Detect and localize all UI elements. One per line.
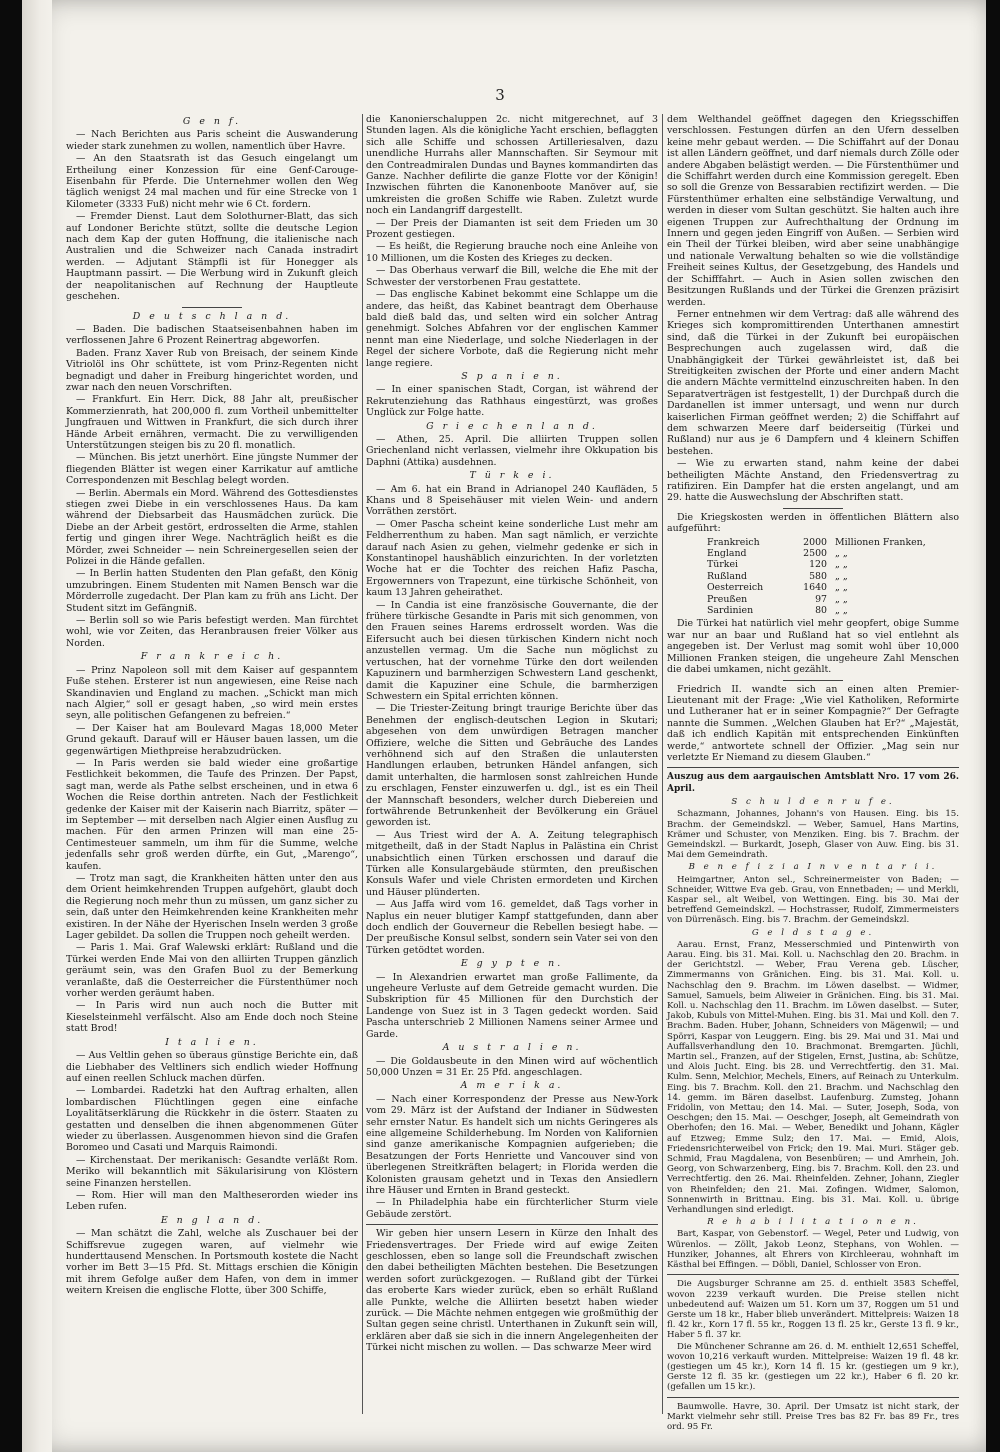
war-costs-table [707, 537, 959, 617]
column-1 [66, 114, 358, 1414]
section-heading-spanien: S p a n i e n. [461, 370, 563, 382]
war-cost-amount: 80 [815, 605, 827, 617]
column-3 [667, 114, 959, 1432]
section-divider [366, 1224, 658, 1225]
article-paragraph: — Nach Berichten aus Paris scheint die Auswanderung wieder stark zunehmen zu wollen, namentlich über Havre. [66, 129, 358, 152]
article-paragraph: — Das englische Kabinet bekommt eine Schlappe um die andere, das heißt, das Kabinet beantragt dem Oberhause bald dieß bald das, und selten wird ein solcher Antrag genehmigt. Solches Abfahren vor der englischen Kammer nennt man eine Niederlage, und solche Niederlagen in der Regel der sichere Vorbote, daß die Regierung nicht mehr lange regiere. [366, 289, 658, 369]
article-paragraph: — Berlin soll so wie Paris befestigt werden. Man fürchtet wohl, wie vor Zeiten, das Heranbrausen freier Völker aus Norden. [66, 615, 358, 649]
article-paragraph: Ferner entnehmen wir dem Vertrag: daß alle während des Krieges sich kompromittirenden Unterthanen amnestirt sind, daß die Türkei in der Zukunft bei europäischen Besprechungen auch zugelassen wird, daß die Unabhängigkeit der Türkei gewährleistet ist, daß bei Streitigkeiten zwischen der Pforte und einer andern Macht die andern Mächte vermittelnd einzuschreiten haben. In den Separatverträgen ist festgestellt, 1) der Durchpaß durch die Dardanellen ist immer untersagt, und wenn nur durch kaiserlichen Firman geöffnet werden; 2) die Schiffahrt auf dem schwarzen Meere darf beiderseitig (Türkei und Rußland) nur aus je 6 Dampfern und 4 kleinern Schiffen bestehen. [667, 308, 959, 457]
column-rule-1 [362, 114, 363, 1414]
article-paragraph: — Der Preis der Diamanten ist seit dem Frieden um 30 Prozent gestiegen. [366, 217, 658, 241]
war-cost-unit: „ „ [835, 582, 848, 594]
notice-paragraph: Bart, Kaspar, von Gebenstorf. — Wegel, Peter und Ludwig, von Würenlos. — Zöllt, Jakob Leonz, Stephans, von Wohlen. — Hunziker, Johannes, alt Ehrers von Kirchleerau, wohnhaft im Kästhal bei Effingen. — Döbli, Daniel, Schlosser von Eron. [667, 1229, 959, 1271]
section-divider [783, 508, 843, 509]
article-paragraph: — In Berlin hatten Studenten den Plan gefaßt, den König umzubringen. Einem Studenten mit Namen Bensch war die Mörderrolle zugedacht. Der Plan kam zu früh ans Licht. Der Student sitzt im Gefängniß. [66, 568, 358, 614]
subheading-schuldenrufe: S c h u l d e n r u f e. [731, 797, 895, 808]
war-cost-amount: 2000 [803, 536, 827, 548]
article-paragraph: — In Paris wird nun auch noch die Butter mit Kieselsteinmehl verfälscht. Also am Ende doch noch Steine statt Brod! [66, 1000, 358, 1035]
article-paragraph: — Das Oberhaus verwarf die Bill, welche die Ehe mit der Schwester der verstorbenen Frau gestattete. [366, 265, 658, 288]
war-cost-unit: „ „ [835, 605, 848, 617]
amtsblatt-title: Auszug aus dem aargauischen Amtsblatt Nro. 17 vom 26. April. [667, 772, 959, 794]
war-cost-country: Sardinien [707, 605, 754, 617]
subheading-rehabilitationen: R e h a b i l i t a t i o n e n. [707, 1217, 919, 1228]
war-cost-country: Türkei [707, 559, 738, 571]
article-paragraph: — In Alexandrien erwartet man große Fallimente, da ungeheure Verluste auf dem Getreide gemacht wurden. Die Subskription für 45 Millionen für den Durchstich der Landenge von Suez ist in 3 Tagen gedeckt worden. Said Pascha unterschrieb 2 Millionen Namens seiner Armee und Garde. [366, 971, 658, 1040]
section-divider [667, 767, 959, 768]
article-paragraph: — Man schätzt die Zahl, welche als Zuschauer bei der Schiffsrevue zugegen waren, auf vielmehr wie hunderttausend Menschen. In Portsmouth kostete die Nacht vorher im Bett 3—15 Pfd. St. Mittags erschien die Königin mit ihrem Gefolge außer dem Hafen, von dem in immer weitern Kreisen die englische Flotte, über 300 Schiffe, [66, 1228, 358, 1297]
war-cost-row [707, 582, 959, 593]
article-paragraph: Friedrich II. wandte sich an einen alten Premier-Lieutenant mit der Frage: „Wie viel Katholiken, Reformirte und Lutheraner hat er in seiner Kompagnie?“ Der Gefragte nannte die Summen. „Welchen Glauben hat Er?“ „Majestät, daß ich endlich Kapitän mit entsprechenden Einkünften werde,“ antwortete schnell der Offizier. „Mag sein nur verletzte Er Niemand zu diesem Glauben.“ [667, 683, 959, 763]
section-heading-griechenland: G r i e c h e n l a n d. [426, 420, 598, 432]
article-paragraph: — Baden. Die badischen Staatseisenbahnen haben im verflossenen Jahre 6 Prozent Reinertrag abgeworfen. [66, 323, 358, 347]
article-paragraph: — Fremder Dienst. Laut dem Solothurner-Blatt, das sich auf Londoner Berichte stützt, sollte die deutsche Legion nach dem Kap der guten Hoffnung, die italienische nach Australien und die Schweizer nach Canada instradirt werden. — Adjutant Stämpfli ist für Honegger als Hauptmann passirt. — Die Werbung wird in Zukunft gleich der neapolitanischen auf Rechnung der Hauptleute geschehen. [66, 211, 358, 303]
war-cost-row [707, 594, 959, 605]
page-number: 3 [495, 86, 505, 104]
article-paragraph: — In Paris werden sie bald wieder eine großartige Festlichkeit bekommen, die Taufe des Prinzen. Der Papst, sagt man, werde als Pathe selbst erscheinen, und in etwa 6 Wochen die Reise dorthin antreten. Nach der Festlichkeit gedenke der Kaiser mit der Kaiserin nach Biarritz, später — im September — mit derselben nach Algier einen Ausflug zu machen. Für den armen Prinzen will man eine 25-Centimesteuer sammeln, um ihm für die Summe, welche jedenfalls sehr groß werden dürfte, ein Gut, „Marengo“, kaufen. [66, 757, 358, 872]
article-paragraph: — München. Bis jetzt unerhört. Eine jüngste Nummer der fliegenden Blätter ist wegen einer Karrikatur auf amtliche Correspondenzen mit Beschlag belegt worden. [66, 452, 358, 487]
article-paragraph: — In Candia ist eine französische Gouvernante, die der frühere türkische Gesandte in Paris mit sich genommen, von den Frauen seines Harems erdrosselt worden. Was die Eifersucht auch bei diesen türkischen Kindern nicht noch anzustellen vermag. Um die Sache nun möglichst zu vertuschen, hat der vornehme Türke den dort weilenden Kapuzinern und barmherzigen Schwestern Land geschenkt, damit die Kapuziner eine Schule, die barmherzigen Schwestern ein Spital errichten können. [366, 599, 658, 702]
article-paragraph: — Nach einer Korrespondenz der Presse aus New-York vom 29. März ist der Aufstand der Indianer in Südwesten sehr ernster Natur. Es handelt sich um nichts Geringeres als eine allgemeine Schilderhebung. Im Norden von Kalifornien sind ganze amerikanische Kompagnien aufgerieben; die Besatzungen der Forts Henriette und Vancouver sind von überlegenen Streitkräften belagert; in Florida werden die Kolonisten grausam gehetzt und in Texas den Ansiedlern ihre Häuser und Ernten in Brand gesteckt. [366, 1093, 658, 1196]
article-paragraph: — Es heißt, die Regierung brauche noch eine Anleihe von 10 Millionen, um die Kosten des Krieges zu decken. [366, 241, 658, 264]
notice-paragraph: Heimgartner, Anton sel., Schreinermeister von Baden; — Schneider, Wittwe Eva geb. Grau, von Ennetbaden; — und Merkli, Kaspar sel., alt Weibel, von Wettingen. Eing. bis 30. Mai der betreffend Gemeindskzl. — Hochstrasser, Rudolf, Zimmermeisters von Dürrenäsch. Eing. bis 7. Brachm. der Gemeindskzl. [667, 874, 959, 926]
war-cost-amount: 580 [809, 570, 827, 582]
article-paragraph: — Aus Triest wird der A. A. Zeitung telegraphisch mitgetheilt, daß in der Stadt Naplus in Palästina ein Christ unabsichtlich einen Türken erschossen und darauf die Türken alle Konsulargebäude stürmten, den preußischen Konsuls Wafer und viele Christen ermordeten und Kirchen und Häuser plünderten. [366, 829, 658, 898]
article-paragraph: — Prinz Napoleon soll mit dem Kaiser auf gespanntem Fuße stehen. Ersterer ist nun angewiesen, eine Reise nach Skandinavien und England zu machen. „Schickt man mich nach Algier,“ soll er gesagt haben, „so wird mein erstes seyn, alle politischen Gefangenen zu befreien.“ [66, 664, 358, 722]
section-divider [667, 1274, 959, 1275]
article-paragraph: — Aus Veltlin gehen so überaus günstige Berichte ein, daß die Liebhaber des Veltliners sich endlich wieder Hoffnung auf einen reellen Schluck machen dürfen. [66, 1050, 358, 1084]
war-cost-row [707, 571, 959, 582]
notice-paragraph: Schazmann, Johannes, Johann's von Hausen. Eing. bis 15. Brachm. der Gemeindskzl. — Weber, Samuel, Hans Martins, Krämer und Schuster, von Menziken. Eing. bis 7. Brachm. der Gemeindskzl. — Burkardt, Joseph, Glaser von Auw. Eing. bis 31. Mai dem Gemeindrath. [667, 809, 959, 861]
article-paragraph: Die Kriegskosten werden in öffentlichen Blättern also aufgeführt: [667, 511, 959, 535]
article-paragraph: — Athen, 25. April. Die alliirten Truppen sollen Griechenland nicht verlassen, vielmehr ihre Okkupation bis Daphni (Attika) ausdehnen. [366, 433, 658, 468]
article-paragraph: — In einer spanischen Stadt, Corgan, ist während der Rekrutenziehung das Rathhaus eingestürzt, was großes Unglück zur Folge hatte. [366, 384, 658, 419]
article-paragraph: Baden. Franz Xaver Rub von Breisach, der seinem Kinde Vitriolöl ins Ohr schüttete, ist vom Prinz-Regenten nicht begnadigt und daher in Freiburg hingerichtet worden, und zwar nach den neuen Vorschriften. [66, 347, 358, 393]
article-paragraph: — Wie zu erwarten stand, nahm keine der dabei betheiligten Mächte Anstand, den Friedensvertrag zu ratifiziren. Ein Dampfer hat die ersten angelangt, und am 29. hatte die Auswechslung der Abschriften statt. [667, 458, 959, 504]
section-heading-amerika: A m e r i k a. [460, 1080, 564, 1092]
war-cost-amount: 2500 [803, 548, 827, 560]
war-cost-row [707, 605, 959, 616]
article-paragraph: — An den Staatsrath ist das Gesuch eingelangt um Ertheilung einer Konzession für eine Genf-Carouge-Eisenbahn für Pferde. Die Unternehmer wollen den Weg täglich wenigst 24 mal machen und für eine Strecke von 1 Kilometer (3333 Fuß) nicht mehr wie 6 Ct. fordern. [66, 153, 358, 210]
war-cost-row [707, 559, 959, 570]
subheading-benefizia: B e n e f i z i a I n v e n t a r i i. [688, 862, 938, 873]
article-paragraph: — Kirchenstaat. Der merikanisch: Gesandte verläßt Rom. Meriko will bekanntlich mit Säkularisirung von Klöstern seine Finanzen herstellen. [66, 1154, 358, 1189]
section-divider [783, 680, 843, 681]
article-paragraph: — Rom. Hier will man den Maltheserorden wieder ins Leben rufen. [66, 1189, 358, 1213]
section-heading-australien: A u s t r a l i e n. [442, 1042, 582, 1054]
article-paragraph: dem Welthandel geöffnet dagegen den Kriegsschiffen verschlossen. Festungen dürfen an den Ufern desselben keine mehr gebaut werden. — Die Schiffahrt auf der Donau ist allen Ländern geöffnet, und darf niemals durch Zölle oder andere Abgaben belästigt werden. — Die Fürstenthümer und die Schiffahrt werden durch eine Kommission geregelt. Eben so soll die Grenze von Bessarabien rectifizirt werden. — Die Fürstenthümer erhalten eine selbständige Verwaltung, und werden in dieser vom Sultan geschützt. Sie halten auch ihre eigenen Truppen zur Aufrechthaltung der Ordnung im Innern und gegen jeden Eingriff von Außen. — Serbien wird ein Theil der Türkei bleiben, wird aber seine unabhängige und nationale Verwaltung behalten so wie die vollständige Freiheit seines Kultus, der Gesetzgebung, des Handels und der Schifffahrt. — Auch in Asien sollen zwischen den Besitzungen Rußlands und der Türkei die Grenzen präzisirt werden. [667, 114, 959, 308]
page-curl [22, 0, 52, 1452]
section-heading-egypten: E g y p t e n. [460, 958, 564, 970]
article-paragraph: — In Philadelphia habe ein fürchterlicher Sturm viele Gebäude zerstört. [366, 1197, 658, 1220]
column-rule-2 [662, 114, 663, 1414]
column-2 [366, 114, 658, 1414]
war-cost-amount: 120 [809, 559, 827, 571]
war-cost-country: Rußland [707, 570, 747, 582]
article-paragraph: — Lombardei. Radetzki hat den Auftrag erhalten, allen lombardischen Flüchtlingen gegen eine einfache Loyalitätserklärung die Rückkehr in die österr. Staaten zu gestatten und denselben die ihnen abgenommenen Güter wieder zu überlassen. Ausgenommen hievon sind die Grafen Boromeo und Casati und Marquis Raimondi. [66, 1085, 358, 1154]
article-paragraph: — Frankfurt. Ein Herr. Dick, 88 Jahr alt, preußischer Kommerzienrath, hat 200,000 fl. zum Vortheil unbemittelter Jungfrauen und Wittwen in Frankfurt, die sich durch ihrer Hände Arbeit ernähren, vermacht. Die zu verwilligenden Unterstützungen steigen bis zu 20 fl. monatlich. [66, 394, 358, 451]
war-cost-unit: „ „ [835, 548, 848, 560]
article-paragraph: Die Türkei hat natürlich viel mehr geopfert, obige Summe war nur an baar und Rußland hat so viel entlehnt als angegeben ist. Der Verlust mag somit wohl über 10,000 Millionen Franken steigen, die ungeheure Zahl Menschen die dabei umkamen, nicht gezählt. [667, 618, 959, 676]
section-heading-deutschland: D e u t s c h l a n d. [132, 310, 292, 322]
war-cost-unit: „ „ [835, 570, 848, 582]
war-cost-unit: „ „ [835, 593, 848, 605]
market-paragraph: Baumwolle. Havre, 30. April. Der Umsatz ist nicht stark, der Markt vielmehr sehr still. Preise Tres bas 82 Fr. bas 89 Fr., tres ord. 95 Fr. [667, 1401, 959, 1432]
article-paragraph: — Aus Jaffa wird vom 16. gemeldet, daß Tags vorher in Naplus ein neuer blutiger Kampf stattgefunden, dann aber doch endlich der Gouverneur die Rebellen besiegt habe. — Der preußische Konsul selbst, sondern sein Vater sei von den Türken getödtet worden. [366, 899, 658, 956]
section-heading-england: E n g l a n d. [160, 1214, 264, 1226]
article-paragraph: — Die Goldausbeute in den Minen wird auf wöchentlich 50,000 Unzen = 31 Er. 25 Pfd. angeschlagen. [366, 1055, 658, 1078]
article-paragraph: — Der Kaiser hat am Boulevard Magas 18,000 Meter Grund gekauft. Darauf will er Häuser bauen lassen, um die gegenwärtigen Miethpreise herabzudrücken. [66, 722, 358, 757]
notice-paragraph: Aarau. Ernst, Franz, Messerschmied und Pintenwirth von Aarau. Eing. bis 31. Mai. Koll. u. Nachschlag den 20. Brachm. in der Gerichtstzl. — Weber, Frau Verena geb. Lüscher, Zimmermanns von Gränichen. Eing. bis 31. Mai. Koll. u. Nachschlag den 9. Brachm. im Löwen daselbst. — Widmer, Samuel, Samuels, beim Aliweier in Gränichen. Eing. bis 31. Mai. Koll. u. Nachschlag den 11. Brachm. im Löwen daselbst. — Suter, Jakob, Kubuls von Mittel-Muhen. Eing. bis 31. Mai und Koll. den 7. Brachm. Baden. Huber, Johann, Schneiders von Mägenwil; — und Spörri, Kaspar von Leuggern. Eing. bis 29. Mai und 31. Mai und Auffallsverhandlung den 10. Brachmonat. Bremgarten. Jüchli, Martin sel., Franzen, auf der Stigelen, Ernst, Justina, ab: Schütze, und Alois Jucht. Eing. bis 28. und Verrechtfertig. den 31. Mai. Kulm. Senn, Melchior, Mechels, Einers, auf Reinach zu Unterkulm. Eing. bis 7. Brachm. Koll. den 21. Brachm. und Nachschlag den 14. gemm. im Bären daselbst. Laufenburg. Zumsteg, Johann Fridolin, von Mettau; den 14. Mai. — Suter, Joseph, Soda, von Oeschgen; den 15. Mai. — Oeschger, Joseph, alt Gemeindrath von Oberhofen; den 16. Mai. — Weber, Benedikt und Johann, Kägler auf Etzweg; Emme Sulz; den 17. Mai. — Emid, Alois, Friedensrichterweibel von Frick; den 19. Mai. Muri. Stäger geb. Schmid, Frau Magdalena, von Besenbüren; — und Amrhein, Joh. Georg, von Schwarzenberg, Eing. bis 7. Brachm. Koll. den 23. und Verrechtfertig. den 26. Mai. Rheinfelden. Zehner, Johann, Ziegler von Rheinfelden; den 21. Mai. Zofingen. Widmer, Salomon, Sonnenwirth in Brittnau. Eing. bis 31. Mai. Koll. u. übrige Verhandlungen sind erledigt. [667, 939, 959, 1216]
war-cost-country: Oesterreich [707, 582, 764, 594]
market-paragraph: Die Münchener Schranne am 26. d. M. enthielt 12,651 Scheffel, wovon 10,216 verkauft wurden. Mittelpreise: Waizen 19 fl. 48 kr. (gestiegen um 45 kr.), Korn 14 fl. 15 kr. (gestiegen um 9 kr.), Gerste 12 fl. 35 kr. (gestiegen um 22 kr.), Haber 6 fl. 20 kr. (gefallen um 15 kr.). [667, 1341, 959, 1393]
article-paragraph: — Trotz man sagt, die Krankheiten hätten unter den aus dem Orient heimkehrenden Truppen aufgehört, glaubt doch die Regierung noch mehr thun zu müssen, um ganz sicher zu sein, daß unter den Heimkehrenden keine Krankheiten mehr existiren. In der Nähe der Hyerischen Inseln werden 3 große Lager gebildet. Da sollen die Truppen noch geheilt werden. [66, 873, 358, 942]
article-paragraph: — Am 6. hat ein Brand in Adrianopel 240 Kaufläden, 5 Khans und 8 Speisehäuser mit vielen Wein- und andern Vorräthen zerstört. [366, 483, 658, 518]
article-paragraph: — Omer Pascha scheint keine sonderliche Lust mehr am Feldherrenthum zu haben. Man sagt nämlich, er verzichte darauf nach Asien zu gehen, vielmehr gedenke er sich in Konstantinopel haushäblich einzurichten. In der vorletzten Woche hat er die Tochter des reichen Hafiz Pascha, Ergowernners von Trapezunt, eine türkische Schönheit, von kaum 13 Jahren geheirathet. [366, 518, 658, 599]
article-paragraph: — Die Triester-Zeitung bringt traurige Berichte über das Benehmen der englisch-deutschen Legion in Skutari; abgesehen von dem unwürdigen Betragen mancher Offiziere, welche die Sitten und Gebräuche des Landes verhöhnend sich auf den Straßen die unlautersten Handlungen erlauben, betrunken Händel anfangen, sich damit unterhalten, die harmlosen sonst zahlreichen Hunde zu erschlagen, Fenster einzuwerfen u. dgl., ist es ein Theil der Mannschaft besonders, welcher durch Diebereien und fortwährende Betrunkenheit der Bevölkerung ein Gräuel geworden ist. [366, 703, 658, 829]
war-cost-country: Frankreich [707, 536, 760, 548]
market-paragraph: Die Augsburger Schranne am 25. d. enthielt 3583 Scheffel, wovon 2239 verkauft wurden. Die Preise stellen nicht unbedeutend auf: Waizen um 51. Korn um 37, Roggen um 51 und Gerste um 18 kr., Haber blieb unverändert. Mittelpreis: Waizen 18 fl. 42 kr., Korn 17 fl. 55 kr., Roggen 13 fl. 25 kr., Gerste 13 fl. 9 kr., Haber 5 fl. 37 kr. [667, 1279, 959, 1341]
article-paragraph: — Berlin. Abermals ein Mord. Während des Gottesdienstes stiegen zwei Diebe in ein verschlossenes Haus. Da kam während der Diebsarbeit das Hausmädchen zurück. Die Diebe an der Arbeit gestört, erdrosselten die Arme, stahlen fertig und gingen ihrer Wege. Nachträglich heißt es die Mörder, zwei Schneider — nein Schreinergesellen seien der Polizei in die Hände gefallen. [66, 487, 358, 568]
war-cost-amount: 97 [815, 593, 827, 605]
article-paragraph: Wir geben hier unsern Lesern in Kürze den Inhalt des Friedensvertrages. Der Friede wird auf ewige Zeiten geschlossen, eben so lange soll die Freundschaft zwischen den dabei betheiligten Mächten bestehen. Die Besetzungen werden sofort zurückgezogen. — Rußland gibt der Türkei das eroberte Kars wieder zurück, eben so erhält Rußland alle Punkte, welche die Alliirten besetzt haben wieder zurück. — Die Mächte nehmen entgegen wie großmüthig der Sultan gegen seine christl. Unterthanen in Zukunft sein will, erklären aber daß sie sich in die innern Angelegenheiten der Türkei nicht mischen zu wollen. — Das schwarze Meer wird [366, 1228, 658, 1354]
war-cost-amount: 1640 [803, 582, 827, 594]
war-cost-unit: Millionen Franken, [835, 536, 926, 548]
war-cost-unit: „ „ [835, 559, 848, 571]
article-paragraph: die Kanonierschaluppen 2c. nicht mitgerechnet, auf 3 Stunden lagen. Als die königliche Yacht erschien, beflaggten sich alle Schiffe und schossen Artilleriesalven, dazu unendliche Hurrahs aller Mannschaften. Sir Seymour mit den Contreadmiralen Dundas und Baynes kommandirten das Ganze. Nachher defilirte die ganze Flotte vor der Königin! Inzwischen führten die Kanonenboote Manöver auf, sie umkreisten die großen Schiffe wie Raben. Zuletzt wurde noch ein Landangriff dargestellt. [366, 114, 658, 217]
war-cost-row [707, 548, 959, 559]
war-cost-country: England [707, 548, 747, 560]
section-divider [182, 307, 242, 308]
section-heading-tuerkei: T ü r k e i. [469, 470, 555, 482]
section-heading-italien: I t a l i e n. [165, 1036, 259, 1048]
subheading-geldstage: G e l d s t a g e. [751, 927, 875, 938]
section-heading-frankreich: F r a n k r e i c h. [140, 651, 284, 663]
war-cost-country: Preußen [707, 593, 748, 605]
article-paragraph: — Paris 1. Mai. Graf Walewski erklärt: Rußland und die Türkei werden Ende Mai von den alliirten Truppen gänzlich geräumt sein, was den Grafen Buol zu der Bemerkung veranlaßte, daß die Oesterreicher die Fürstenthümer noch vorher werden geräumt haben. [66, 942, 358, 1000]
war-cost-row [707, 537, 959, 548]
section-divider [667, 1397, 959, 1398]
section-heading-genf: G e n f. [182, 116, 242, 127]
